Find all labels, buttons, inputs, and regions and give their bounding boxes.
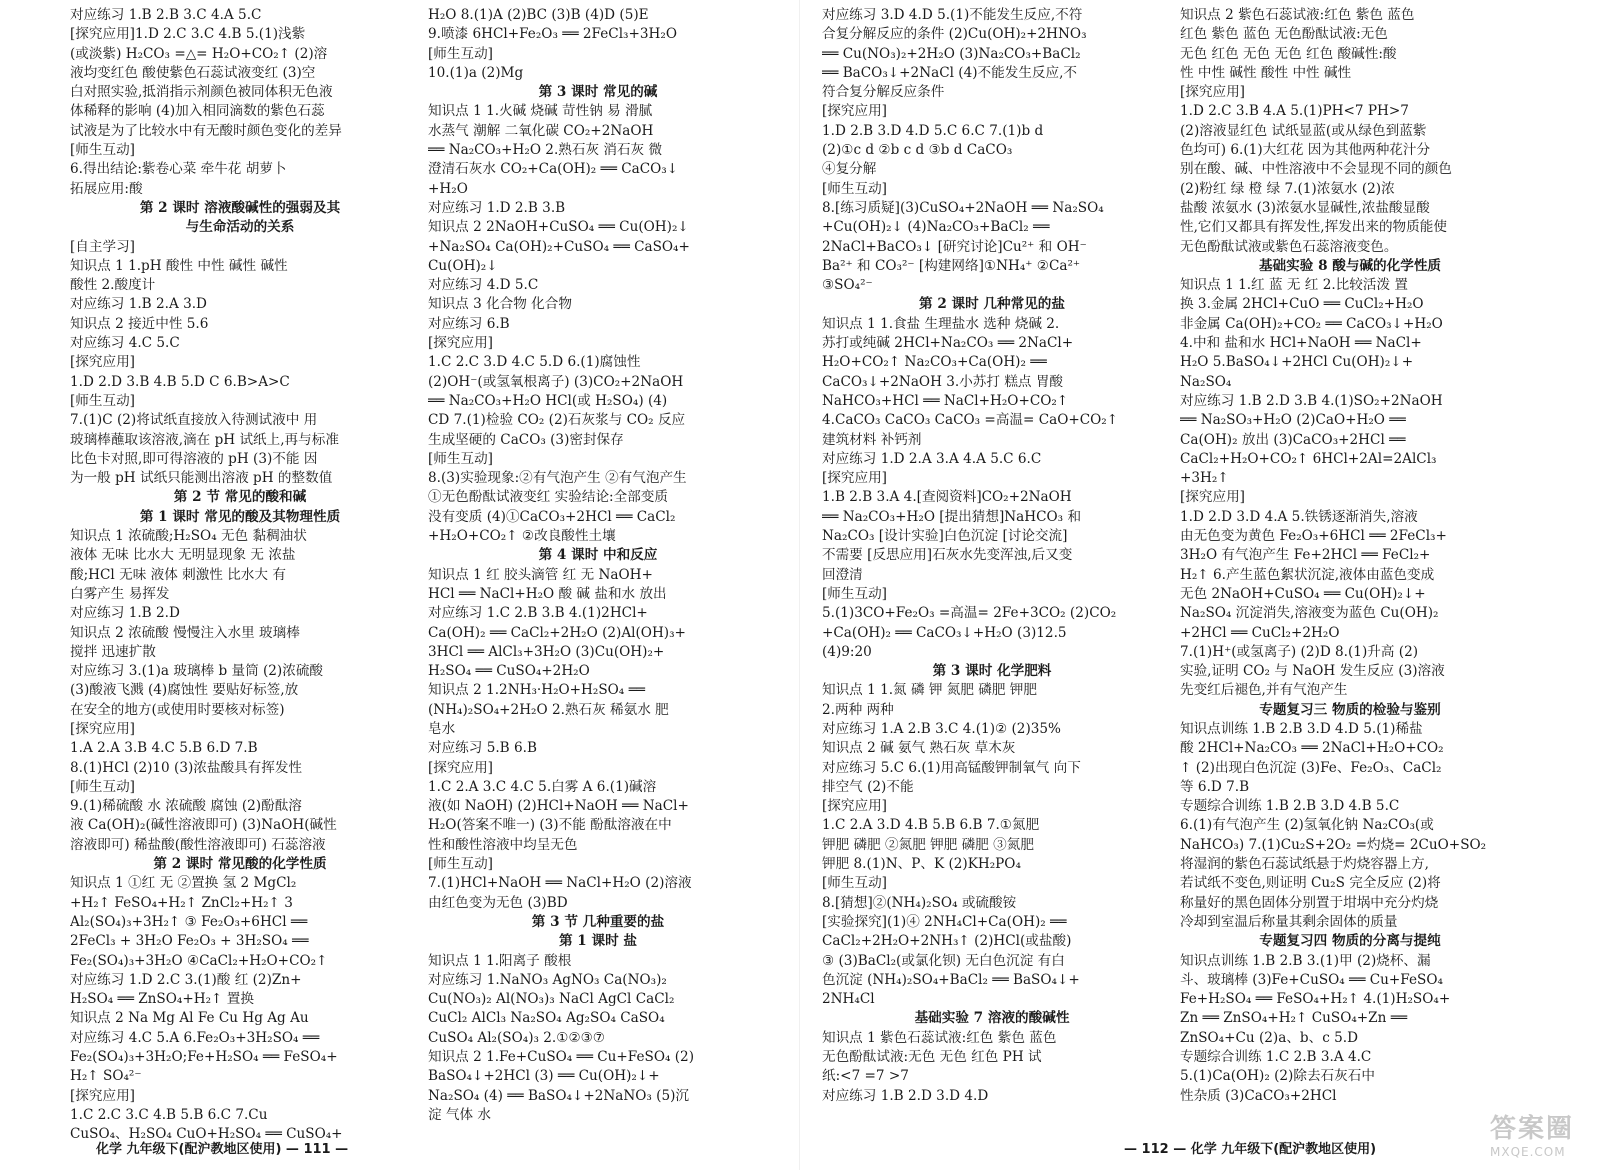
answer-line: ④复分解 <box>822 161 877 178</box>
answer-line: 别在酸、碱、中性溶液中不会显现不同的颜色 <box>1180 161 1452 178</box>
answer-line: 酸性 2.酸度计 <box>70 277 156 294</box>
answer-line: [探究应用] <box>70 354 135 371</box>
answer-line: 6.得出结论:紫卷心菜 牵牛花 胡萝卜 <box>70 161 287 178</box>
answer-line: [探究应用] <box>822 103 887 120</box>
answer-line: H₂SO₄ ══ ZnSO₄+H₂↑ 置换 <box>70 991 254 1008</box>
answer-line: 知识点 2 碱 氨气 熟石灰 草木灰 <box>822 740 1016 757</box>
answer-line: 对应练习 5.B 6.B <box>428 740 537 757</box>
answer-line: [师生互动] <box>428 45 493 62</box>
answer-line: ①无色酚酞试液变红 实验结论:全部变质 <box>428 489 668 506</box>
answer-line: HCl ══ NaCl+H₂O 酸 碱 盐和水 放出 <box>428 585 667 602</box>
answer-line: 搅拌 迅速扩散 <box>70 643 156 660</box>
answer-line: CuCl₂ AlCl₃ Na₂SO₄ Ag₂SO₄ CaSO₄ <box>428 1010 665 1027</box>
answer-line: 液体 无味 比水大 无明显现象 无 浓盐 <box>70 547 296 564</box>
answer-line: 玻璃棒蘸取该溶液,滴在 pH 试纸上,再与标准 <box>70 431 339 448</box>
answer-line: +H₂↑ FeSO₄+H₂↑ ZnCl₂+H₂↑ 3 <box>70 894 293 911</box>
answer-line: 1.D 2.B 3.D 4.D 5.C 6.C 7.(1)b d <box>822 122 1044 139</box>
answer-line: 无色 2NaOH+CuSO₄ ══ Cu(OH)₂↓+ <box>1180 585 1426 602</box>
answer-line: 6.(1)有气泡产生 (2)氢氧化钠 Na₂CO₃(或 <box>1180 817 1434 834</box>
answer-line: (2)溶液显红色 试纸显蓝(或从绿色到蓝紫 <box>1180 122 1427 139</box>
answer-line: CuSO₄、H₂SO₄ CuO+H₂SO₄ ══ CuSO₄+ <box>70 1126 343 1143</box>
answer-line: 知识点 1 1.阳离子 酸根 <box>428 952 572 969</box>
answer-line: NaHCO₃+HCl ══ NaCl+H₂O+CO₂↑ <box>822 392 1069 409</box>
answer-line: 液均变红色 酸使紫色石蕊试液变红 (3)空 <box>70 64 316 81</box>
answer-line: [师生互动] <box>822 180 887 197</box>
answer-line: 对应练习 4.C 5.A 6.Fe₂O₃+3H₂SO₄ ══ <box>70 1029 320 1046</box>
answer-line: +H₂O+CO₂↑ ②改良酸性土壤 <box>428 528 616 545</box>
answer-line: [探究应用] <box>1180 489 1245 506</box>
answer-line: 1.C 2.A 3.C 4.C 5.白雾 A 6.(1)碱溶 <box>428 778 657 795</box>
answer-line: 第 2 课时 几种常见的盐 <box>919 296 1065 313</box>
answer-line: 白雾产生 易挥发 <box>70 585 170 602</box>
answer-line: [探究应用] <box>428 759 493 776</box>
answer-line: 第 2 节 常见的酸和碱 <box>173 489 307 506</box>
answer-line: [师生互动] <box>822 585 887 602</box>
answer-line: (3)酸液飞溅 (4)腐蚀性 要贴好标签,放 <box>70 682 299 699</box>
page-112-footer: — 112 — 化学 九年级下(配沪教地区使用) <box>1124 1142 1377 1157</box>
answer-line: 无色酚酞试液:无色 无色 红色 PH 试 <box>822 1049 1042 1066</box>
answer-line: ══ Na₂CO₃+H₂O 2.熟石灰 消石灰 微 <box>428 142 663 159</box>
answer-line: CuSO₄ Al₂(SO₄)₃ 2.①②③⑦ <box>428 1029 605 1046</box>
answer-line: 知识点 1 1.氮 磷 钾 氮肥 磷肥 钾肥 <box>822 682 1037 699</box>
answer-line: (2)OH⁻(或氢氧根离子) (3)CO₂+2NaOH <box>428 373 684 390</box>
answer-line: [师生互动] <box>70 778 135 795</box>
answer-line: 1.C 2.C 3.D 4.C 5.D 6.(1)腐蚀性 <box>428 354 641 371</box>
answer-line: 第 3 课时 常见的碱 <box>538 84 658 101</box>
answer-line: 换 3.金属 2HCl+CuO ══ CuCl₂+H₂O <box>1180 296 1424 313</box>
answer-line: 对应练习 1.C 2.B 3.B 4.(1)2HCl+ <box>428 605 648 622</box>
answer-line: 4.CaCO₃ CaCO₃ CaCO₃ =高温= CaO+CO₂↑ <box>822 412 1119 429</box>
answer-line: 专题综合训练 1.B 2.B 3.D 4.B 5.C <box>1180 798 1400 815</box>
answer-line: Ca(OH)₂ 放出 (3)CaCO₃+2HCl ══ <box>1180 431 1406 448</box>
answer-line: 排空气 (2)不能 <box>822 778 914 795</box>
answer-line: 试液是为了比较水中有无酸时颜色变化的差异 <box>70 122 342 139</box>
answer-line: 1.D 2.D 3.B 4.B 5.D C 6.B>A>C <box>70 373 290 390</box>
answer-line: ↑ (2)出现白色沉淀 (3)Fe、Fe₂O₃、CaCl₂ <box>1180 759 1442 776</box>
answer-line: 没有变质 (4)①CaCO₃+2HCl ══ CaCl₂ <box>428 508 676 525</box>
answer-line: (2)粉红 绿 橙 绿 7.(1)浓氨水 (2)浓 <box>1180 180 1395 197</box>
answer-line: 2FeCl₃ + 3H₂O Fe₂O₃ + 3H₂SO₄ ══ <box>70 933 309 950</box>
answer-line: 酸;HCl 无味 液体 刺激性 比水大 有 <box>70 566 286 583</box>
answer-line: 在安全的地方(或使用时要核对标签) <box>70 701 285 718</box>
answer-line: Cu(NO₃)₂ Al(NO₃)₃ NaCl AgCl CaCl₂ <box>428 991 675 1008</box>
answer-line: 知识点 1 1.食盐 生理盐水 选种 烧碱 2. <box>822 315 1060 332</box>
answer-line: 若试纸不变色,则证明 Cu₂S 完全反应 (2)将 <box>1180 875 1441 892</box>
answer-line: BaSO₄↓+2HCl (3) ══ Cu(OH)₂↓+ <box>428 1068 660 1085</box>
answer-line: 第 1 课时 常见的酸及其物理性质 <box>139 508 341 525</box>
answer-line: [探究应用] <box>1180 84 1245 101</box>
answer-line: 第 2 课时 溶液酸碱性的强弱及其 <box>139 199 341 216</box>
answer-line: 对应练习 1.B 2.D 3.D 4.D <box>822 1087 989 1104</box>
answer-line: 液(如 NaOH) (2)HCl+NaOH ══ NaCl+ <box>428 798 689 815</box>
answer-line: 知识点 3 化合物 化合物 <box>428 296 572 313</box>
answer-line: 1.D 2.C 3.B 4.A 5.(1)PH<7 PH>7 <box>1180 103 1409 120</box>
answer-line: NaHCO₃) 7.(1)Cu₂S+2O₂ =灼烧= 2CuO+SO₂ <box>1180 836 1487 853</box>
answer-line: 知识点 1 1.pH 酸性 中性 碱性 碱性 <box>70 257 288 274</box>
answer-line: 对应练习 1.B 2.A 3.D <box>70 296 207 313</box>
answer-line: Na₂SO₄ (4) ══ BaSO₄↓+2NaNO₃ (5)沉 <box>428 1087 690 1104</box>
answer-line: 7.(1)HCl+NaOH ══ NaCl+H₂O (2)溶液 <box>428 875 692 892</box>
answer-line: 对应练习 1.B 2.D <box>70 605 180 622</box>
answer-line: 第 2 课时 常见酸的化学性质 <box>153 856 327 873</box>
answer-line: ③ (3)BaCl₂(或氯化钡) 无白色沉淀 有白 <box>822 952 1065 969</box>
answer-line: 7.(1)C (2)将试纸直接放入待测试液中 用 <box>70 412 318 429</box>
answer-line: 液 Ca(OH)₂(碱性溶液即可) (3)NaOH(碱性 <box>70 817 337 834</box>
answer-line: ══ Na₂CO₃+H₂O HCl(或 H₂SO₄) (4) <box>428 392 668 409</box>
answer-line: 对应练习 5.C 6.(1)用高锰酸钾制氧气 向下 <box>822 759 1081 776</box>
answer-line: 酸 2HCl+Na₂CO₃ ══ 2NaCl+H₂O+CO₂ <box>1180 740 1444 757</box>
answer-line: 为一般 pH 试纸只能测出溶液 pH 的整数值 <box>70 470 333 487</box>
answer-line: 回澄清 <box>822 566 863 583</box>
answer-line: 1.B 2.B 3.A 4.[查阅资料]CO₂+2NaOH <box>822 489 1072 506</box>
answer-line: 对应练习 6.B <box>428 315 510 332</box>
answer-line: 知识点 1 1.红 蓝 无 红 2.比较活泼 置 <box>1180 277 1408 294</box>
answer-line: 体稀释的影响 (4)加入相同滴数的紫色石蕊 <box>70 103 325 120</box>
answer-line: 对应练习 3.(1)a 玻璃棒 b 量筒 (2)浓硫酸 <box>70 663 324 680</box>
answer-line: 纸:<7 =7 >7 <box>822 1068 909 1085</box>
answer-line: 基础实验 8 酸与碱的化学性质 <box>1258 257 1442 274</box>
answer-line: CaCO₃↓+2NaOH 3.小苏打 糕点 胃酸 <box>822 373 1064 390</box>
answer-line: [探究应用] <box>822 798 887 815</box>
answer-line: 第 1 课时 盐 <box>558 933 638 950</box>
answer-line: [探究应用] <box>822 470 887 487</box>
answer-line: 2NH₄Cl <box>822 991 875 1008</box>
answer-line: (NH₄)₂SO₄+2H₂O 2.熟石灰 稀氨水 肥 <box>428 701 669 718</box>
answer-line: [探究应用] <box>428 335 493 352</box>
answer-line: 知识点 2 2NaOH+CuSO₄ ══ Cu(OH)₂↓ <box>428 219 689 236</box>
answer-line: [师生互动] <box>70 142 135 159</box>
page-111-column-1 <box>70 6 410 1145</box>
answer-line: [师生互动] <box>428 856 493 873</box>
answer-line: 淀 气体 水 <box>428 1106 492 1123</box>
answer-line: 8.(1)HCl (2)10 (3)浓盐酸具有挥发性 <box>70 759 303 776</box>
answer-line: +Cu(OH)₂↓ (4)Na₂CO₃+BaCl₂ ══ <box>822 219 1050 236</box>
watermark-brand: 答案圈 <box>1490 1114 1575 1144</box>
answer-line: 对应练习 4.D 5.C <box>428 277 539 294</box>
answer-line: 建筑材料 补钙剂 <box>822 431 922 448</box>
answer-line: 3H₂O 有气泡产生 Fe+2HCl ══ FeCl₂+ <box>1180 547 1431 564</box>
answer-line: 冷却到室温后称量其剩余固体的质量 <box>1180 913 1398 930</box>
answer-line: 8.[猜想]②(NH₄)₂SO₄ 或硫酸铵 <box>822 894 1017 911</box>
answer-line: 知识点 1 1.火碱 烧碱 苛性钠 易 滑腻 <box>428 103 653 120</box>
answer-line: H₂O+CO₂↑ Na₂CO₃+Ca(OH)₂ ══ <box>822 354 1047 371</box>
answer-line: H₂↑ SO₄²⁻ <box>70 1068 142 1085</box>
answer-line: Fe₂(SO₄)₃+3H₂O ④CaCl₂+H₂O+CO₂↑ <box>70 952 328 969</box>
answer-line: 由红色变为无色 (3)BD <box>428 894 568 911</box>
answer-line: ZnSO₄+Cu (2)a、b、c 5.D <box>1180 1029 1359 1046</box>
page-111-footer: 化学 九年级下(配沪教地区使用) — 111 — <box>96 1142 349 1157</box>
answer-line: 5.(1)Ca(OH)₂ (2)除去石灰石中 <box>1180 1068 1375 1085</box>
answer-line: 将湿润的紫色石蕊试纸悬于灼烧容器上方, <box>1180 856 1430 873</box>
answer-line: H₂SO₄ ══ CuSO₄+2H₂O <box>428 663 590 680</box>
answer-line: (2)①c d ②b c d ③b d CaCO₃ <box>822 142 1013 159</box>
answer-line: (或淡紫) H₂CO₃ =△= H₂O+CO₂↑ (2)溶 <box>70 45 328 62</box>
answer-line: 知识点 2 Na Mg Al Fe Cu Hg Ag Au <box>70 1010 309 1027</box>
answer-line: 先变红后褪色,并有气泡产生 <box>1180 682 1348 699</box>
answer-line: Ba²⁺ 和 CO₃²⁻ [构建网络]①NH₄⁺ ②Ca²⁺ <box>822 257 1081 274</box>
answer-line: 知识点 2 1.Fe+CuSO₄ ══ Cu+FeSO₄ (2) <box>428 1049 694 1066</box>
page-fold <box>799 0 800 1170</box>
answer-line: CD 7.(1)检验 CO₂ (2)石灰浆与 CO₂ 反应 <box>428 412 686 429</box>
answer-line: 知识点 2 1.2NH₃·H₂O+H₂SO₄ ══ <box>428 682 645 699</box>
answer-line: 由无色变为黄色 Fe₂O₃+6HCl ══ 2FeCl₃+ <box>1180 528 1447 545</box>
answer-line: 9.喷漆 6HCl+Fe₂O₃ ══ 2FeCl₃+3H₂O <box>428 26 677 43</box>
answer-line: 无色酚酞试液或紫色石蕊溶液变色。 <box>1180 238 1398 255</box>
answer-line: ══ Na₂SO₃+H₂O (2)CaO+H₂O ══ <box>1180 412 1406 429</box>
answer-line: +Ca(OH)₂ ══ CaCO₃↓+H₂O (3)12.5 <box>822 624 1067 641</box>
answer-line: Na₂CO₃ [设计实验]白色沉淀 [讨论交流] <box>822 528 1068 545</box>
answer-line: [师生互动] <box>428 450 493 467</box>
answer-line: 对应练习 3.D 4.D 5.(1)不能发生反应,不符 <box>822 7 1083 23</box>
answer-line: 水蒸气 潮解 二氧化碳 CO₂+2NaOH <box>428 122 654 139</box>
answer-line: 性和酸性溶液中均呈无色 <box>428 836 578 853</box>
answer-line: 合复分解反应的条件 (2)Cu(OH)₂+2HNO₃ <box>822 26 1087 43</box>
answer-line: 钾肥 磷肥 ②氮肥 钾肥 磷肥 ③氮肥 <box>822 836 1034 853</box>
page-111-column-2 <box>428 6 768 1125</box>
answer-line: 专题复习三 物质的检验与鉴别 <box>1259 701 1441 718</box>
answer-line: ══ Na₂CO₃+H₂O [提出猜想]NaHCO₃ 和 <box>822 508 1082 525</box>
answer-line: 2.两种 两种 <box>822 701 894 718</box>
answer-line: [师生互动] <box>70 392 135 409</box>
answer-line: 知识点 2 紫色石蕊试液:红色 紫色 蓝色 <box>1180 7 1415 23</box>
site-watermark <box>1490 1108 1590 1164</box>
answer-line: [探究应用]1.D 2.C 3.C 4.B 5.(1)浅紫 <box>70 26 306 43</box>
answer-line: 对应练习 1.A 2.B 3.C 4.(1)② (2)35% <box>822 720 1061 737</box>
answer-line: 非金属 Ca(OH)₂+CO₂ ══ CaCO₃↓+H₂O <box>1180 315 1443 332</box>
answer-line: 5.(1)3CO+Fe₂O₃ =高温= 2Fe+3CO₂ (2)CO₂ <box>822 605 1117 622</box>
answer-line: +Na₂SO₄ Ca(OH)₂+CuSO₄ ══ CaSO₄+ <box>428 238 690 255</box>
answer-line: 1.C 2.A 3.D 4.B 5.B 6.B 7.①氮肥 <box>822 817 1040 834</box>
answer-line: CaCl₂+H₂O+CO₂↑ 6HCl+2Al=2AlCl₃ <box>1180 450 1437 467</box>
answer-line: 皂水 <box>428 720 456 737</box>
answer-line: 生成坚硬的 CaCO₃ (3)密封保存 <box>428 431 624 448</box>
answer-line: 专题复习四 物质的分离与提纯 <box>1259 933 1441 950</box>
answer-line: [自主学习] <box>70 238 135 255</box>
answer-line: 知识点训练 1.B 2.B 3.D 4.D 5.(1)稀盐 <box>1180 720 1423 737</box>
answer-line: 对应练习 1.D 2.C 3.(1)酸 红 (2)Zn+ <box>70 971 302 988</box>
answer-line: 7.(1)H⁺(或氢离子) (2)D 8.(1)升高 (2) <box>1180 643 1419 660</box>
answer-line: 苏打或纯碱 2HCl+Na₂CO₃ ══ 2NaCl+ <box>822 335 1074 352</box>
answer-line: Fe₂(SO₄)₃+3H₂O;Fe+H₂SO₄ ══ FeSO₄+ <box>70 1049 338 1066</box>
answer-line: 1.D 2.D 3.D 4.A 5.铁锈逐渐消失,溶液 <box>1180 508 1418 525</box>
answer-line: [探究应用] <box>70 720 135 737</box>
answer-line: 对应练习 4.C 5.C <box>70 335 180 352</box>
answer-line: 10.(1)a (2)Mg <box>428 64 524 81</box>
answer-line: 2NaCl+BaCO₃↓ [研究讨论]Cu²⁺ 和 OH⁻ <box>822 238 1087 255</box>
answer-line: 色均可) 6.(1)大红花 因为其他两种花汁分 <box>1180 142 1431 159</box>
answer-line: 知识点训练 1.B 2.B 3.(1)甲 (2)烧杯、漏 <box>1180 952 1431 969</box>
answer-line: [实验探究](1)④ 2NH₄Cl+Ca(OH)₂ ══ <box>822 913 1067 930</box>
answer-line: 知识点 2 浓硫酸 慢慢注入水里 玻璃棒 <box>70 624 300 641</box>
answer-line: 色沉淀 (NH₄)₂SO₄+BaCl₂ ══ BaSO₄↓+ <box>822 971 1080 988</box>
answer-line: 称量好的黑色固体分别置于坩埚中充分灼烧 <box>1180 894 1439 911</box>
answer-line: H₂↑ 6.产生蓝色絮状沉淀,液体由蓝色变成 <box>1180 566 1435 583</box>
answer-line: 钾肥 8.(1)N、P、K (2)KH₂PO₄ <box>822 856 1021 873</box>
page-112-column-2 <box>1180 6 1520 1106</box>
answer-line: 比色卡对照,即可得溶液的 pH (3)不能 因 <box>70 450 318 467</box>
answer-line: ③SO₄²⁻ <box>822 277 873 294</box>
answer-line: 8.(3)实验现象:②有气泡产生 ②有气泡产生 <box>428 470 687 487</box>
answer-line: +H₂O <box>428 180 468 197</box>
answer-line: 白对照实验,抵消指示剂颜色被同体积无色液 <box>70 84 333 101</box>
answer-line: 4.中和 盐和水 HCl+NaOH ══ NaCl+ <box>1180 335 1422 352</box>
answer-line: 知识点 1 红 胶头滴管 红 无 NaOH+ <box>428 566 653 583</box>
answer-line: +3H₂↑ <box>1180 470 1229 487</box>
answer-line: 无色 红色 无色 无色 红色 酸碱性:酸 <box>1180 45 1397 62</box>
answer-line: 对应练习 1.NaNO₃ AgNO₃ Ca(NO₃)₂ <box>428 971 667 988</box>
answer-line: 对应练习 1.D 2.A 3.A 4.A 5.C 6.C <box>822 450 1042 467</box>
answer-line: 3HCl ══ AlCl₃+3H₂O (3)Cu(OH)₂+ <box>428 643 665 660</box>
answer-line: 对应练习 1.B 2.B 3.C 4.A 5.C <box>70 7 262 23</box>
answer-line: 实验,证明 CO₂ 与 NaOH 发生反应 (3)溶液 <box>1180 663 1445 680</box>
answer-line: 对应练习 1.D 2.B 3.B <box>428 199 566 216</box>
answer-line: 第 3 课时 化学肥料 <box>932 663 1052 680</box>
answer-line: 1.A 2.A 3.B 4.C 5.B 6.D 7.B <box>70 740 258 757</box>
answer-line: 第 3 节 几种重要的盐 <box>531 913 665 930</box>
answer-line: Zn ══ ZnSO₄+H₂↑ CuSO₄+Zn ══ <box>1180 1010 1408 1027</box>
answer-line: Ca(OH)₂ ══ CaCl₂+2H₂O (2)Al(OH)₃+ <box>428 624 686 641</box>
answer-line: 盐酸 浓氨水 (3)浓氨水显碱性,浓盐酸显酸 <box>1180 199 1430 216</box>
answer-line: 1.C 2.C 3.C 4.B 5.B 6.C 7.Cu <box>70 1106 268 1123</box>
answer-line: Cu(OH)₂↓ <box>428 257 498 274</box>
page-112-column-1 <box>822 6 1162 1106</box>
answer-line: H₂O 8.(1)A (2)BC (3)B (4)D (5)E <box>428 7 649 23</box>
answer-line: Na₂SO₄ 沉淀消失,溶液变为蓝色 Cu(OH)₂ <box>1180 605 1439 622</box>
answer-line: 性,它们又都具有挥发性,挥发出来的物质能使 <box>1180 219 1447 236</box>
answer-line: 符合复分解反应条件 <box>822 84 945 101</box>
answer-line: +2HCl ══ CuCl₂+2H₂O <box>1180 624 1340 641</box>
answer-line: 等 6.D 7.B <box>1180 778 1250 795</box>
answer-line: CaCl₂+2H₂O+2NH₃↑ (2)HCl(或盐酸) <box>822 933 1072 950</box>
answer-line: 基础实验 7 溶液的酸碱性 <box>914 1010 1070 1027</box>
answer-line: [师生互动] <box>822 875 887 892</box>
answer-line: 专题综合训练 1.C 2.B 3.A 4.C <box>1180 1049 1372 1066</box>
answer-line: 知识点 1 紫色石蕊试液:红色 紫色 蓝色 <box>822 1029 1057 1046</box>
answer-line: 性 中性 碱性 酸性 中性 碱性 <box>1180 64 1352 81</box>
answer-line: 拓展应用:酸 <box>70 180 143 197</box>
answer-line: 9.(1)稀硫酸 水 浓硫酸 腐蚀 (2)酚酞溶 <box>70 798 302 815</box>
answer-line: 知识点 2 接近中性 5.6 <box>70 315 209 332</box>
answer-line: 不需要 [反思应用]石灰水先变浑浊,后又变 <box>822 547 1073 564</box>
answer-line: 第 4 课时 中和反应 <box>538 547 658 564</box>
answer-line: Na₂SO₄ <box>1180 373 1232 390</box>
answer-line: 对应练习 1.B 2.D 3.B 4.(1)SO₂+2NaOH <box>1180 392 1443 409</box>
answer-line: H₂O(答案不唯一) (3)不能 酚酞溶液在中 <box>428 817 672 834</box>
answer-line: Al₂(SO₄)₃+3H₂↑ ③ Fe₂O₃+6HCl ══ <box>70 913 308 930</box>
answer-line: 与生命活动的关系 <box>185 219 295 236</box>
watermark-site: MXQE.COM <box>1490 1145 1566 1159</box>
answer-line: ══ Cu(NO₃)₂+2H₂O (3)Na₂CO₃+BaCl₂ <box>822 45 1081 62</box>
answer-line: H₂O 5.BaSO₄↓+2HCl Cu(OH)₂↓+ <box>1180 354 1414 371</box>
answer-line: 知识点 1 浓硫酸;H₂SO₄ 无色 黏稠油状 <box>70 528 307 545</box>
answer-line: ══ BaCO₃↓+2NaCl (4)不能发生反应,不 <box>822 64 1078 81</box>
answer-line: 性杂质 (3)CaCO₃+2HCl <box>1180 1087 1337 1104</box>
answer-line: [探究应用] <box>70 1087 135 1104</box>
answer-line: 溶液即可) 稀盐酸(酸性溶液即可) 石蕊溶液 <box>70 836 326 853</box>
answer-line: 斗、玻璃棒 (3)Fe+CuSO₄ ══ Cu+FeSO₄ <box>1180 971 1443 988</box>
answer-line: (4)9:20 <box>822 643 872 660</box>
answer-line: 红色 紫色 蓝色 无色酚酞试液:无色 <box>1180 26 1388 43</box>
answer-line: Fe+H₂SO₄ ══ FeSO₄+H₂↑ 4.(1)H₂SO₄+ <box>1180 991 1451 1008</box>
answer-line: 8.[练习质疑](3)CuSO₄+2NaOH ══ Na₂SO₄ <box>822 199 1104 216</box>
answer-line: 知识点 1 ①红 无 ②置换 氢 2 MgCl₂ <box>70 875 297 892</box>
answer-line: 澄清石灰水 CO₂+Ca(OH)₂ ══ CaCO₃↓ <box>428 161 679 178</box>
